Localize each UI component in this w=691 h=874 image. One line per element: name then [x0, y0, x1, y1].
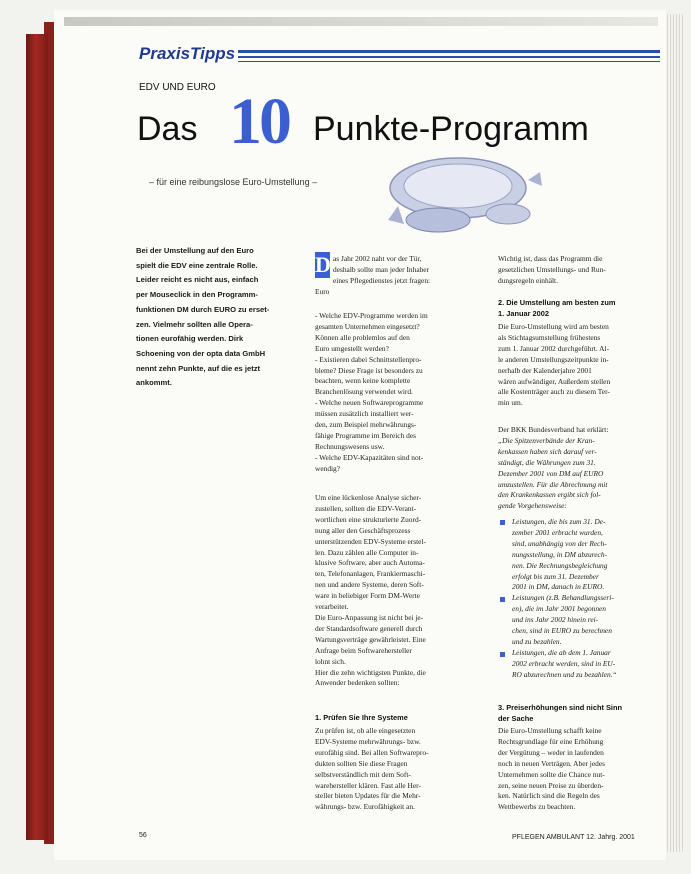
book-spine: [26, 34, 48, 840]
column-1-lead-end: Euro: [315, 287, 330, 296]
section-2-heading: 2. Die Umstellung am besten zum 1. Januar 2002: [498, 298, 616, 318]
column-1-body: Um eine lückenlose Analyse sicher- zustellen, sollten die EDV-Verant- wortlichen eine strukturierte Zuord- nung aller den Geschäftsprozess unterstützenden EDV-Systeme erstel- len. Dazu zählen alle Computer in- klusive Software, aber auch Automa- ten, Telefonanlagen, Frankiermaschi- nen und andere Systeme, deren Soft- ware in beliebiger Form DM-Werte verarbeitet. Die Euro-Anpassung ist nicht bei je- der Standardsoftware generell durch Wartungsverträge gewährleistet. Eine Anfrage beim Softwarehersteller lohnt sich. Hier die zehn wichtigsten Punkte, die Anwender bedenken sollten:: [315, 493, 426, 688]
top-scan-bar: [64, 17, 658, 26]
bkk-quote-intro: Der BKK Bundesverband hat erklärt: „Die Spitzenverbände der Kran- kenkassen haben sich darauf ver- ständigt, die Währungen zum 31. Dezember 2001 von DM auf EURO umzustellen. Für die Abrechnung mit den Krankenkassen ergibt sich fol- gende Vorgehensweise:: [498, 425, 609, 511]
coins-illustration: [368, 150, 548, 240]
section-1-text: Zu prüfen ist, ob alle eingesetzten EDV-Systeme mehrwährungs- bzw. eurofähig sind. Bei allen Softwarepro- dukten sollten Sie diese Fragen selbstverständlich mit dem Soft- warehersteller klären. Fast alle Her- steller bieten Updates für die Mehr- währungs- bzw. Eurofähigkeit an.: [315, 726, 429, 812]
brand-label: PraxisTipps: [139, 44, 236, 63]
drop-cap: D: [315, 252, 331, 277]
column-1-questions: - Welche EDV-Programme werden im gesamten Unternehmen eingesetzt? Können alle problemlos auf den Euro umgestellt werden? - Existieren dabei Schnittstellenpro- bleme? Diese Frage ist besonders zu beachten, wenn keine komplette Branchenlösung verwendet wird. - Welche neuen Softwareprogramme müssen zusätzlich installiert wer- den, zum Beispiel mehrwährungs- fähige Programme im Bereich des Rechnungswesens usw. - Welche EDV-Kapazitäten sind not- wendig?: [315, 311, 428, 473]
section-2-text: Die Euro-Umstellung wird am besten als Stichtagsumstellung frühestens zum 1. Januar 2002 durchgeführt. Al- le anderen Umstellungszeitpunkte in- nerhalb der Kalenderjahre 2001 wären aufwändiger, Außerdem stellen alle Kostenträger auch zu diesem Ter- min um.: [498, 322, 611, 408]
bkk-bullet-list: Leistungen, die bis zum 31. De- zember 2001 erbracht wurden, sind, unabhängig von der Rech- nungsstellung, in DM abzurech- nen. Die Rechnungsbegleichung erfolgt bis zum 31. Dezember 2001 in DM, danach in EURO. Leistungen (z.B. Behandlungsseri- en), die im Jahr 2001 begonnen und ins Jahr 2002 hinein rei- chen, sind in EURO zu berechnen und zu bezahlen. Leistungen, die ab dem 1. Januar 2002 erbracht werden, sind in EU- RO abzurechnen und zu bezahlen.“: [512, 517, 617, 679]
subtitle: – für eine reibungslose Euro-Umstellung –: [149, 177, 318, 187]
section-1-heading: 1. Prüfen Sie Ihre Systeme: [315, 713, 408, 722]
bullet-square: [500, 597, 505, 602]
bullet-square: [500, 652, 505, 657]
kicker: EDV UND EURO: [139, 82, 216, 93]
journal-footer: PFLEGEN AMBULANT 12. Jahrg. 2001: [512, 834, 635, 841]
title-post: Punkte-Programm: [313, 110, 589, 148]
column-2-intro: Wichtig ist, dass das Programm die gesetzlichen Umstellungs- und Run- dungsregeln einhält.: [498, 254, 606, 285]
intro-text: Bei der Umstellung auf den Euro spielt die EDV eine zentrale Rolle. Leider reicht es nicht aus, einfach per Mouseclick in den Programm- funktionen DM durch EURO zu erset- zen. Vielmehr sollten alle Opera- tionen eurofähig werden. Dirk Schoening von der opta data GmbH nennt zehn Punkte, auf die es jetzt ankommt.: [136, 246, 270, 388]
section-3-text: Die Euro-Umstellung schafft keine Rechtsgrundlage für eine Erhöhung der Vergütung – weder in laufenden noch in neuen Verträgen. Aber jedes Unternehmen sollte die Chance nut- zen, seine neuen Preise zu überden- ken. Natürlich sind die Regeln des Wettbewerbs zu beachten.: [498, 726, 605, 812]
section-3-heading: 3. Preiserhöhungen sind nicht Sinn der Sache: [498, 703, 623, 723]
header-rule-thin: [238, 56, 660, 58]
page-number: 56: [139, 832, 147, 839]
title-number: 10: [229, 85, 289, 158]
header-rule: [238, 50, 660, 53]
column-1-lead: as Jahr 2002 naht vor der Tür, deshalb sollte man jeder Inhaber eines Pflegedienstes jetzt fragen:: [333, 254, 431, 285]
bullet-square: [500, 520, 505, 525]
header-rule-hair: [238, 61, 660, 62]
title-pre: Das: [137, 110, 198, 148]
